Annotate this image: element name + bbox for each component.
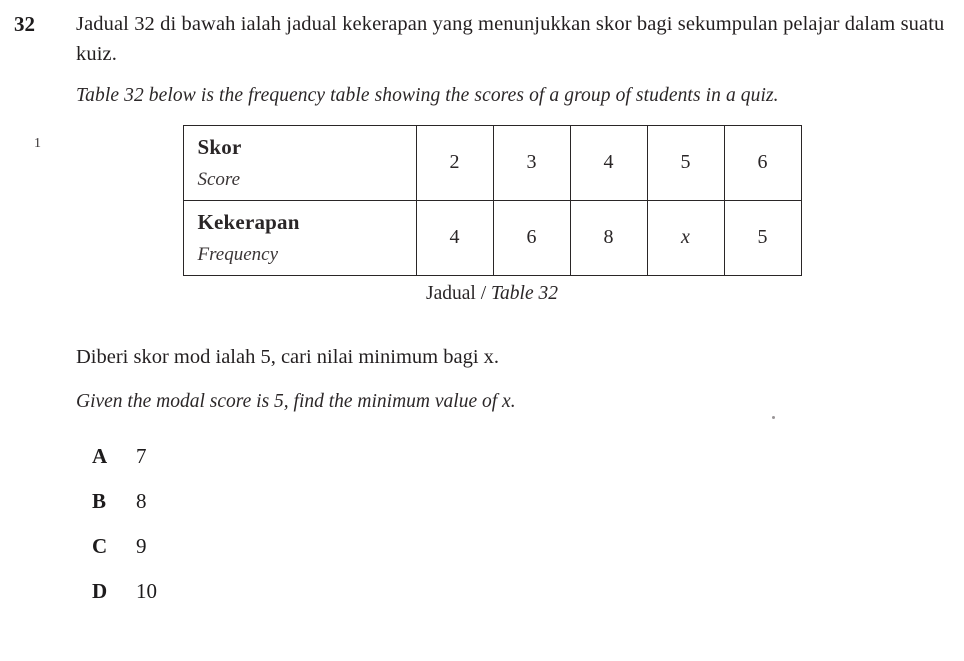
frequency-value-unknown: x	[647, 200, 724, 275]
score-value: 5	[647, 125, 724, 200]
margin-mark: 1	[34, 136, 41, 151]
table-row	[183, 200, 801, 275]
frequency-value: 4	[416, 200, 493, 275]
option-d[interactable]	[92, 579, 950, 604]
option-text: 9	[136, 533, 147, 558]
table-caption	[14, 283, 950, 305]
frequency-value: 6	[493, 200, 570, 275]
table-row	[183, 125, 801, 200]
table-caption-english: Table 32	[490, 282, 558, 304]
score-value: 4	[570, 125, 647, 200]
option-b[interactable]	[92, 489, 950, 514]
question-stem-malay: Jadual 32 di bawah ialah jadual kekerapan yang menunjukkan skor bagi sekumpulan pelajar dalam suatu kuiz.	[76, 13, 945, 65]
question-header	[14, 10, 950, 111]
row-label-frequency-malay: Kekerapan	[197, 210, 300, 235]
question-number: 32	[14, 12, 35, 36]
row-label-score	[183, 125, 416, 200]
answer-options	[14, 444, 950, 604]
option-letter: D	[92, 578, 108, 603]
row-label-score-malay: Skor	[197, 135, 242, 160]
frequency-value: 5	[724, 200, 801, 275]
prompt-malay: Diberi skor mod ialah 5, cari nilai minimum bagi x.	[76, 345, 500, 368]
prompt-block	[14, 343, 950, 416]
question-stem-english: Table 32 below is the frequency table showing the scores of a group of students in a quiz.	[76, 85, 779, 107]
option-a[interactable]	[92, 444, 950, 469]
option-text: 8	[136, 488, 147, 513]
option-text: 10	[136, 578, 157, 603]
score-value: 6	[724, 125, 801, 200]
frequency-value: 8	[570, 200, 647, 275]
row-label-frequency-english: Frequency	[197, 243, 279, 265]
table-caption-malay: Jadual /	[426, 282, 491, 304]
option-letter: A	[92, 443, 108, 468]
scan-speck	[772, 416, 775, 419]
frequency-table-container	[14, 125, 950, 276]
score-value: 3	[493, 125, 570, 200]
option-c[interactable]	[92, 534, 950, 559]
question-stem	[76, 10, 950, 111]
frequency-table	[183, 125, 802, 276]
prompt-english: Given the modal score is 5, find the minimum value of x.	[76, 391, 516, 413]
option-letter: B	[92, 488, 107, 513]
row-label-frequency	[183, 200, 416, 275]
score-value: 2	[416, 125, 493, 200]
option-text: 7	[136, 443, 147, 468]
row-label-score-english: Score	[197, 168, 241, 190]
option-letter: C	[92, 533, 108, 558]
